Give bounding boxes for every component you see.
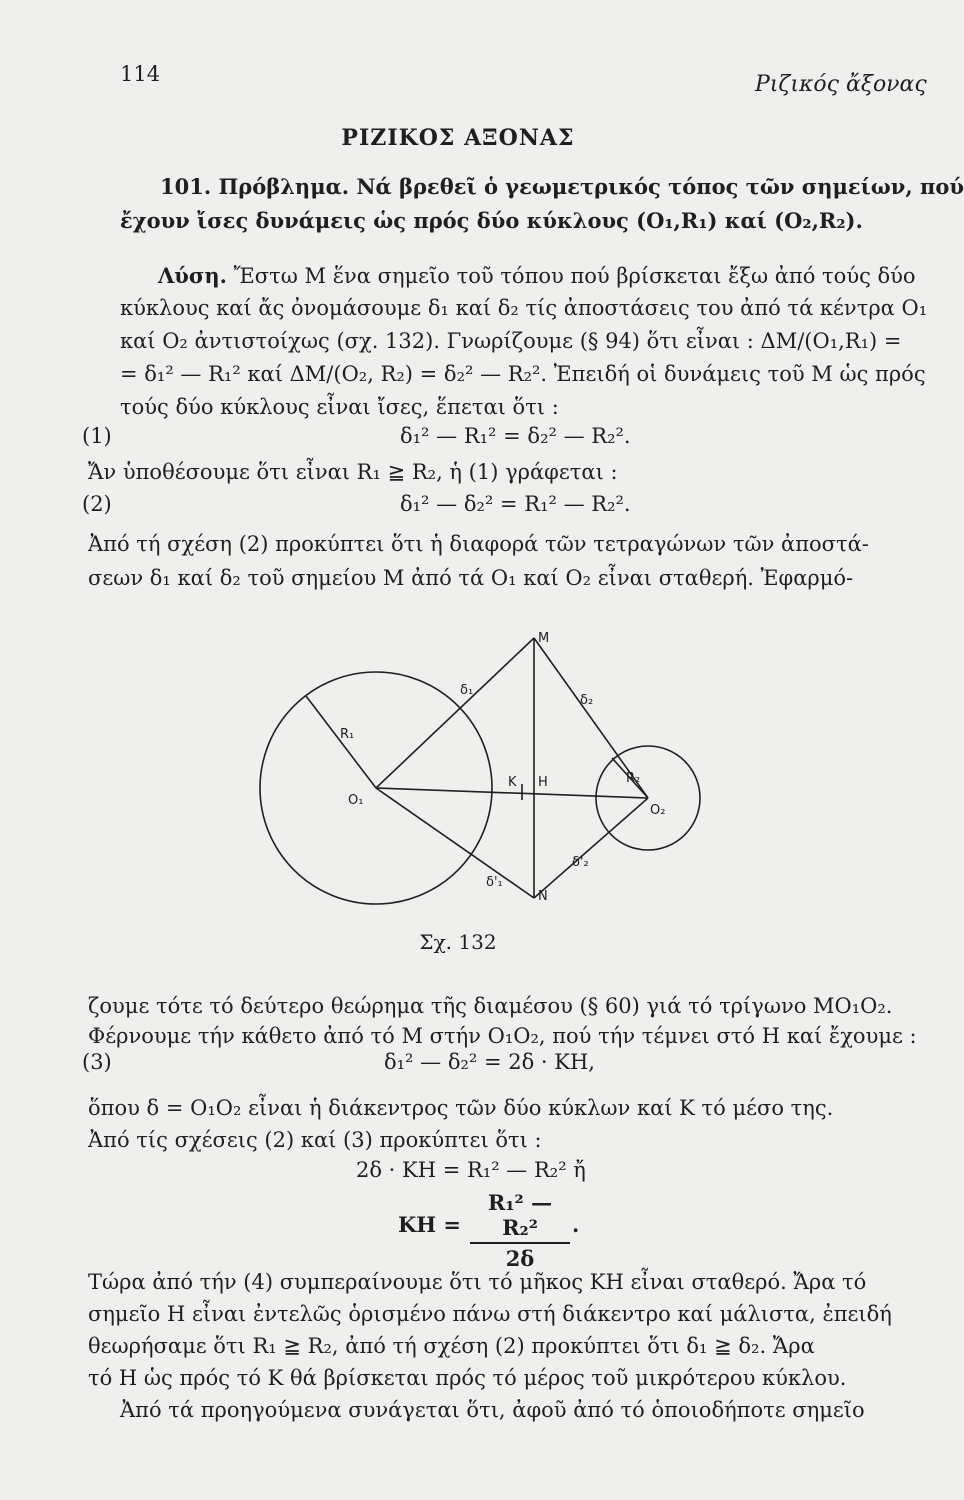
solution-line-1 xyxy=(158,263,916,288)
label-delta2-prime: δ'₂ xyxy=(572,855,589,870)
paragraph-2-line-1: Ἀπό τή σχέση (2) προκύπτει ὅτι ἡ διαφορά τῶν τετραγώνων τῶν ἀποστά- xyxy=(88,532,869,556)
equation-4-tail: . xyxy=(572,1212,580,1237)
page-number: 114 xyxy=(120,62,161,86)
solution-line-3: καί O₂ ἀντιστοίχως (σχ. 132). Γνωρίζουμε (§ 94) ὅτι εἶναι : ΔM/(O₁,R₁) = xyxy=(120,329,902,353)
equation-2-number: (2) xyxy=(82,492,112,516)
label-r1: R₁ xyxy=(340,727,355,742)
problem-label: 101. Πρόβλημα. xyxy=(160,174,350,199)
label-n: N xyxy=(538,889,548,904)
solution-line-2: κύκλους καί ἄς ὀνομάσουμε δ₁ καί δ₂ τίς ἀποστάσεις του ἀπό τά κέντρα O₁ xyxy=(120,296,928,320)
assumption-line: Ἄν ὑποθέσουμε ὅτι εἶναι R₁ ≧ R₂, ἡ (1) γράφεται : xyxy=(88,460,618,484)
problem-line-1 xyxy=(160,174,964,199)
label-o1: O₁ xyxy=(348,793,364,808)
fraction-bar xyxy=(470,1242,570,1244)
paragraph-5-line-4: τό H ὡς πρός τό K θά βρίσκεται πρός τό μέρος τοῦ μικρότερου κύκλου. xyxy=(88,1366,847,1390)
equation-2: δ₁² — δ₂² = R₁² — R₂². xyxy=(400,492,631,516)
figure-caption: Σχ. 132 xyxy=(419,930,497,954)
running-title: Ριζικός ἄξονας xyxy=(755,72,927,97)
solution-text-1: Ἔστω M ἕνα σημεῖο τοῦ τόπου πού βρίσκεται ἔξω ἀπό τούς δύο xyxy=(233,264,916,288)
paragraph-3-line-1: ζουμε τότε τό δεύτερο θεώρημα τῆς διαμέσου (§ 60) γιά τό τρίγωνο MO₁O₂. xyxy=(88,994,893,1018)
equation-4-denominator: 2δ xyxy=(505,1246,535,1271)
paragraph-5-line-2: σημεῖο H εἶναι ἐντελῶς ὁρισμένο πάνω στή διάκεντρο καί μάλιστα, ἐπειδή xyxy=(88,1302,892,1326)
solution-line-4: = δ₁² — R₁² καί ΔM/(O₂, R₂) = δ₂² — R₂². Ἐπειδή οἱ δυνάμεις τοῦ M ὡς πρός xyxy=(120,362,926,386)
equation-1: δ₁² — R₁² = δ₂² — R₂². xyxy=(400,424,631,448)
solution-line-5: τούς δύο κύκλους εἶναι ἴσες, ἕπεται ὅτι : xyxy=(120,395,559,419)
segment-mo1 xyxy=(376,638,534,788)
paragraph-4-line-1: ὅπου δ = O₁O₂ εἶναι ἡ διάκεντρος τῶν δύο κύκλων καί K τό μέσο της. xyxy=(88,1096,834,1120)
segment-no1 xyxy=(376,788,534,898)
radius-r1 xyxy=(306,696,376,788)
equation-3: δ₁² — δ₂² = 2δ · KH, xyxy=(384,1050,595,1074)
solution-label: Λύση. xyxy=(158,263,227,288)
paragraph-5-line-5: Ἀπό τά προηγούμενα συνάγεται ὅτι, ἀφοῦ ἀπό τό ὁποιοδήποτε σημεῖο xyxy=(120,1398,865,1422)
paragraph-2-line-2: σεων δ₁ καί δ₂ τοῦ σημείου M ἀπό τά O₁ καί O₂ εἶναι σταθερή. Ἐφαρμό- xyxy=(88,566,854,590)
problem-text-1: Νά βρεθεῖ ὁ γεωμετρικός τόπος τῶν σημείων, πού xyxy=(356,174,964,199)
label-h: H xyxy=(538,775,548,790)
label-r2: R₂ xyxy=(626,771,641,786)
label-k: K xyxy=(508,775,517,790)
paragraph-4-line-2: Ἀπό τίς σχέσεις (2) καί (3) προκύπτει ὅτι : xyxy=(88,1128,542,1152)
label-delta2: δ₂ xyxy=(580,693,594,708)
label-delta1: δ₁ xyxy=(460,683,474,698)
paragraph-5-line-1: Τώρα ἀπό τήν (4) συμπεραίνουμε ὅτι τό μῆκος KH εἶναι σταθερό. Ἄρα τό xyxy=(88,1270,867,1294)
segment-no2 xyxy=(534,798,648,898)
equation-3-number: (3) xyxy=(82,1050,112,1074)
equation-4-fraction xyxy=(470,1190,570,1271)
equation-mid: 2δ · KH = R₁² — R₂² ἤ xyxy=(356,1158,586,1182)
equation-1-number: (1) xyxy=(82,424,112,448)
section-title: ΡΙΖΙΚΟΣ ΑΞΟΝΑΣ xyxy=(341,125,575,151)
equation-4-numerator: R₁² — R₂² xyxy=(487,1190,553,1240)
figure-132 xyxy=(250,628,666,918)
problem-line-2: ἔχουν ἴσες δυνάμεις ὡς πρός δύο κύκλους (O₁,R₁) καί (O₂,R₂). xyxy=(120,208,863,233)
equation-4-lhs: KH = xyxy=(398,1212,461,1237)
label-m: M xyxy=(538,631,550,646)
label-delta1-prime: δ'₁ xyxy=(486,875,503,890)
paragraph-5-line-3: θεωρήσαμε ὅτι R₁ ≧ R₂, ἀπό τή σχέση (2) προκύπτει ὅτι δ₁ ≧ δ₂. Ἄρα xyxy=(88,1334,815,1358)
label-o2: O₂ xyxy=(650,803,666,818)
paragraph-3-line-2: Φέρνουμε τήν κάθετο ἀπό τό M στήν O₁O₂, πού τήν τέμνει στό H καί ἔχουμε : xyxy=(88,1024,917,1048)
